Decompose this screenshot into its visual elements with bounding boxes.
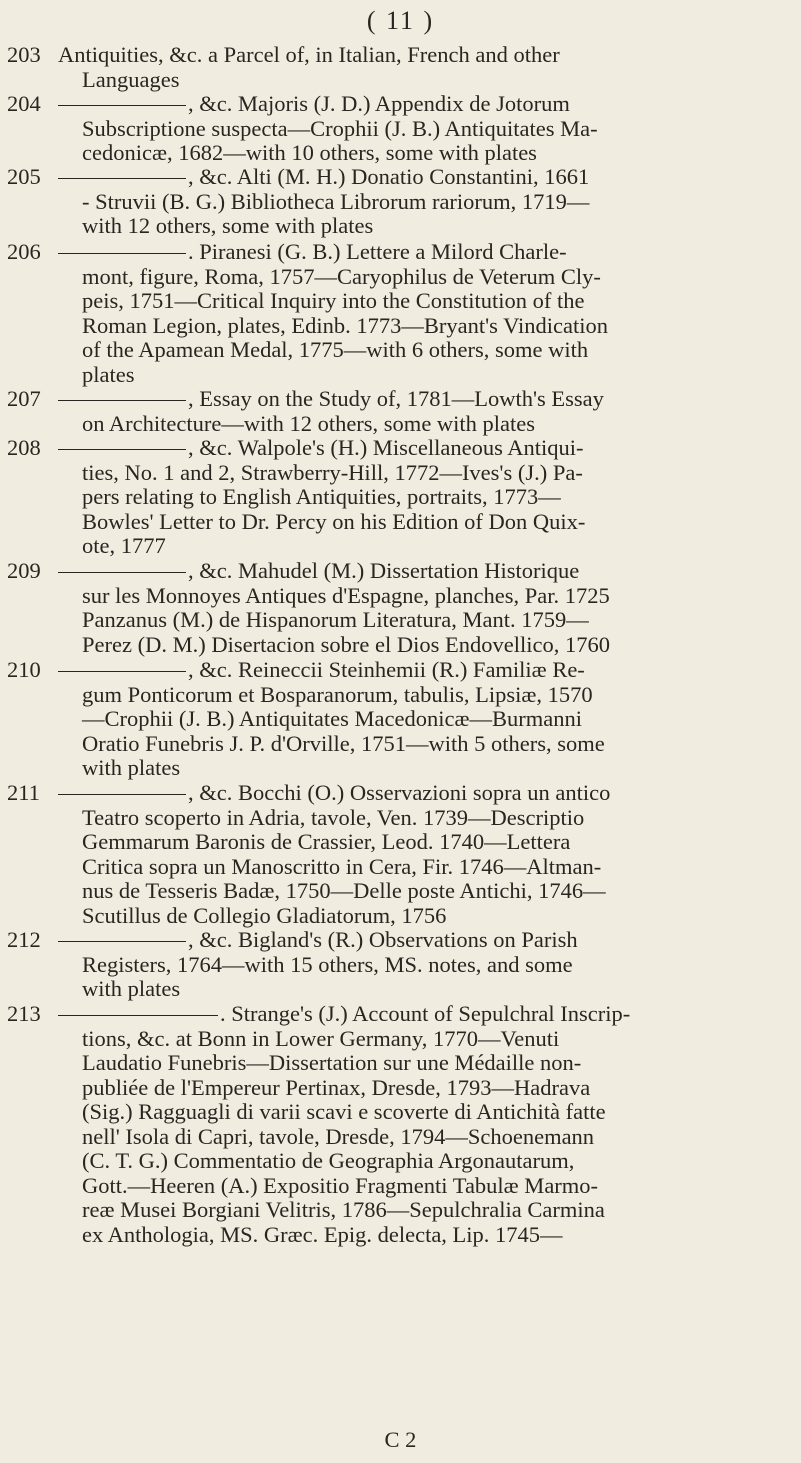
lot-description bbox=[58, 387, 758, 436]
lot-line: Subscriptione suspecta—Crophii (J. B.) Antiquitates Ma- bbox=[82, 115, 598, 141]
lot-description bbox=[58, 92, 758, 166]
lot-206 bbox=[0, 240, 801, 387]
lot-number: 205 bbox=[7, 164, 41, 189]
signature-mark: C 2 bbox=[384, 1427, 417, 1452]
lot-line: plates bbox=[82, 361, 135, 387]
lot-line: pers relating to English Antiquities, portraits, 1773— bbox=[82, 484, 561, 509]
ditto-rule bbox=[58, 253, 186, 254]
lot-line: , &c. Bocchi (O.) Osservazioni sopra un antico bbox=[188, 780, 611, 805]
lot-line: cedonicæ, 1682—with 10 others, some with plates bbox=[82, 140, 537, 165]
lot-line: with plates bbox=[82, 976, 181, 1001]
lot-line: Antiquities, &c. a Parcel of, in Italian, French and other bbox=[58, 42, 560, 67]
lot-description bbox=[58, 240, 758, 387]
lot-description bbox=[58, 658, 758, 781]
lot-line: Gott.—Heeren (A.) Expositio Fragmenti Tabulæ Marmo- bbox=[82, 1172, 599, 1198]
lot-line: Languages bbox=[82, 66, 180, 92]
lot-line: , &c. Majoris (J. D.) Appendix de Jotorum bbox=[188, 91, 570, 116]
lot-205 bbox=[0, 165, 801, 239]
lot-207 bbox=[0, 387, 801, 436]
lot-line: with plates bbox=[82, 755, 181, 780]
lot-209 bbox=[0, 559, 801, 657]
ditto-rule bbox=[58, 671, 186, 672]
lot-line: sur les Monnoyes Antiques d'Espagne, planches, Par. 1725 bbox=[82, 582, 610, 608]
lot-line: , &c. Reineccii Steinhemii (R.) Familiæ Re- bbox=[188, 657, 585, 682]
lot-line: , &c. Alti (M. H.) Donatio Constantini, 1661 bbox=[188, 164, 590, 189]
lot-line: (Sig.) Ragguagli di varii scavi e scoverte di Antichità fatte bbox=[82, 1099, 606, 1124]
lot-description bbox=[58, 781, 758, 928]
page-number: ( 11 ) bbox=[366, 6, 435, 35]
lot-line: Critica sopra un Manoscritto in Cera, Fir. 1746—Altman- bbox=[82, 853, 602, 879]
lot-line: , &c. Bigland's (R.) Observations on Parish bbox=[188, 927, 578, 952]
ditto-rule bbox=[58, 400, 186, 401]
lot-line: publiée de l'Empereur Pertinax, Dresde, 1793—Hadrava bbox=[82, 1074, 591, 1100]
ditto-rule bbox=[58, 794, 186, 795]
lot-number: 210 bbox=[7, 657, 41, 682]
lot-line: nell' Isola di Capri, tavole, Dresde, 1794—Schoenemann bbox=[82, 1123, 595, 1149]
lot-description bbox=[58, 928, 758, 1002]
lot-line: reæ Musei Borgiani Velitris, 1786—Sepulchralia Carmina bbox=[82, 1197, 605, 1222]
lot-number: 203 bbox=[7, 42, 41, 67]
ditto-rule bbox=[58, 572, 186, 573]
lot-line: Oratio Funebris J. P. d'Orville, 1751—with 5 others, some bbox=[82, 730, 605, 756]
lot-number: 211 bbox=[7, 780, 40, 805]
lot-line: Gemmarum Baronis de Crassier, Leod. 1740—Lettera bbox=[82, 829, 571, 854]
lot-line: Panzanus (M.) de Hispanorum Literatura, Mant. 1759— bbox=[82, 607, 589, 632]
lot-line: peis, 1751—Critical Inquiry into the Constitution of the bbox=[82, 288, 585, 313]
ditto-rule bbox=[58, 1015, 218, 1016]
lot-line: , &c. Mahudel (M.) Dissertation Historique bbox=[188, 558, 580, 583]
lot-line: gum Ponticorum et Bosparanorum, tabulis, Lipsiæ, 1570 bbox=[82, 681, 593, 707]
lot-number: 204 bbox=[7, 91, 41, 116]
lot-203 bbox=[0, 43, 801, 92]
lot-line: ties, No. 1 and 2, Strawberry-Hill, 1772—Ives's (J.) Pa- bbox=[82, 459, 583, 485]
lot-description bbox=[58, 436, 758, 559]
lot-number: 212 bbox=[7, 927, 41, 952]
lot-line: Perez (D. M.) Disertacion sobre el Dios Endovellico, 1760 bbox=[82, 631, 610, 657]
ditto-rule bbox=[58, 178, 186, 179]
lot-line: with 12 others, some with plates bbox=[82, 213, 374, 238]
lot-line: Laudatio Funebris—Dissertation sur une Médaille non- bbox=[82, 1050, 582, 1075]
lot-description bbox=[58, 559, 758, 657]
ditto-rule bbox=[58, 449, 186, 450]
lot-line: Bowles' Letter to Dr. Percy on his Edition of Don Quix- bbox=[82, 508, 586, 534]
lot-213 bbox=[0, 1002, 801, 1247]
lot-line: mont, figure, Roma, 1757—Caryophilus de Veterum Cly- bbox=[82, 263, 601, 289]
lot-number: 207 bbox=[7, 386, 41, 411]
lot-210 bbox=[0, 658, 801, 781]
lot-line: of the Apamean Medal, 1775—with 6 others, some with bbox=[82, 337, 589, 362]
lot-line: Scutillus de Collegio Gladiatorum, 1756 bbox=[82, 902, 447, 928]
lot-204 bbox=[0, 92, 801, 166]
ditto-rule bbox=[58, 941, 186, 942]
lot-line: ex Anthologia, MS. Græc. Epig. delecta, Lip. 1745— bbox=[82, 1221, 563, 1247]
lot-line: Registers, 1764—with 15 others, MS. notes, and some bbox=[82, 951, 573, 977]
lot-line: , &c. Walpole's (H.) Miscellaneous Antiqui- bbox=[188, 435, 584, 460]
lot-number: 213 bbox=[7, 1001, 41, 1026]
lot-line: (C. T. G.) Commentatio de Geographia Argonautarum, bbox=[82, 1148, 575, 1173]
lot-line: nus de Tesseris Badæ, 1750—Delle poste Antichi, 1746— bbox=[82, 878, 606, 903]
lot-line: - Struvii (B. G.) Bibliotheca Librorum rariorum, 1719— bbox=[82, 188, 590, 214]
lot-line: ote, 1777 bbox=[82, 533, 166, 558]
lot-line: tions, &c. at Bonn in Lower Germany, 1770—Venuti bbox=[82, 1025, 560, 1051]
lot-208 bbox=[0, 436, 801, 559]
lot-line: Roman Legion, plates, Edinb. 1773—Bryant's Vindication bbox=[82, 312, 608, 338]
lot-line: on Architecture—with 12 others, some with plates bbox=[82, 410, 536, 436]
lot-212 bbox=[0, 928, 801, 1002]
lot-line: Teatro scoperto in Adria, tavole, Ven. 1739—Descriptio bbox=[82, 804, 585, 830]
lot-211 bbox=[0, 781, 801, 928]
lot-line: . Strange's (J.) Account of Sepulchral Inscrip- bbox=[220, 1001, 631, 1026]
lot-number: 206 bbox=[7, 239, 41, 264]
lot-description bbox=[58, 1002, 758, 1247]
ditto-rule bbox=[58, 105, 186, 106]
lot-description bbox=[58, 43, 758, 92]
lot-line: . Piranesi (G. B.) Lettere a Milord Charle- bbox=[188, 239, 567, 264]
lot-number: 208 bbox=[7, 435, 41, 460]
lot-line: —Crophii (J. B.) Antiquitates Macedonicæ—Burmanni bbox=[82, 706, 582, 731]
lot-description bbox=[58, 165, 758, 239]
lot-number: 209 bbox=[7, 558, 41, 583]
lot-line: , Essay on the Study of, 1781—Lowth's Essay bbox=[188, 386, 604, 411]
